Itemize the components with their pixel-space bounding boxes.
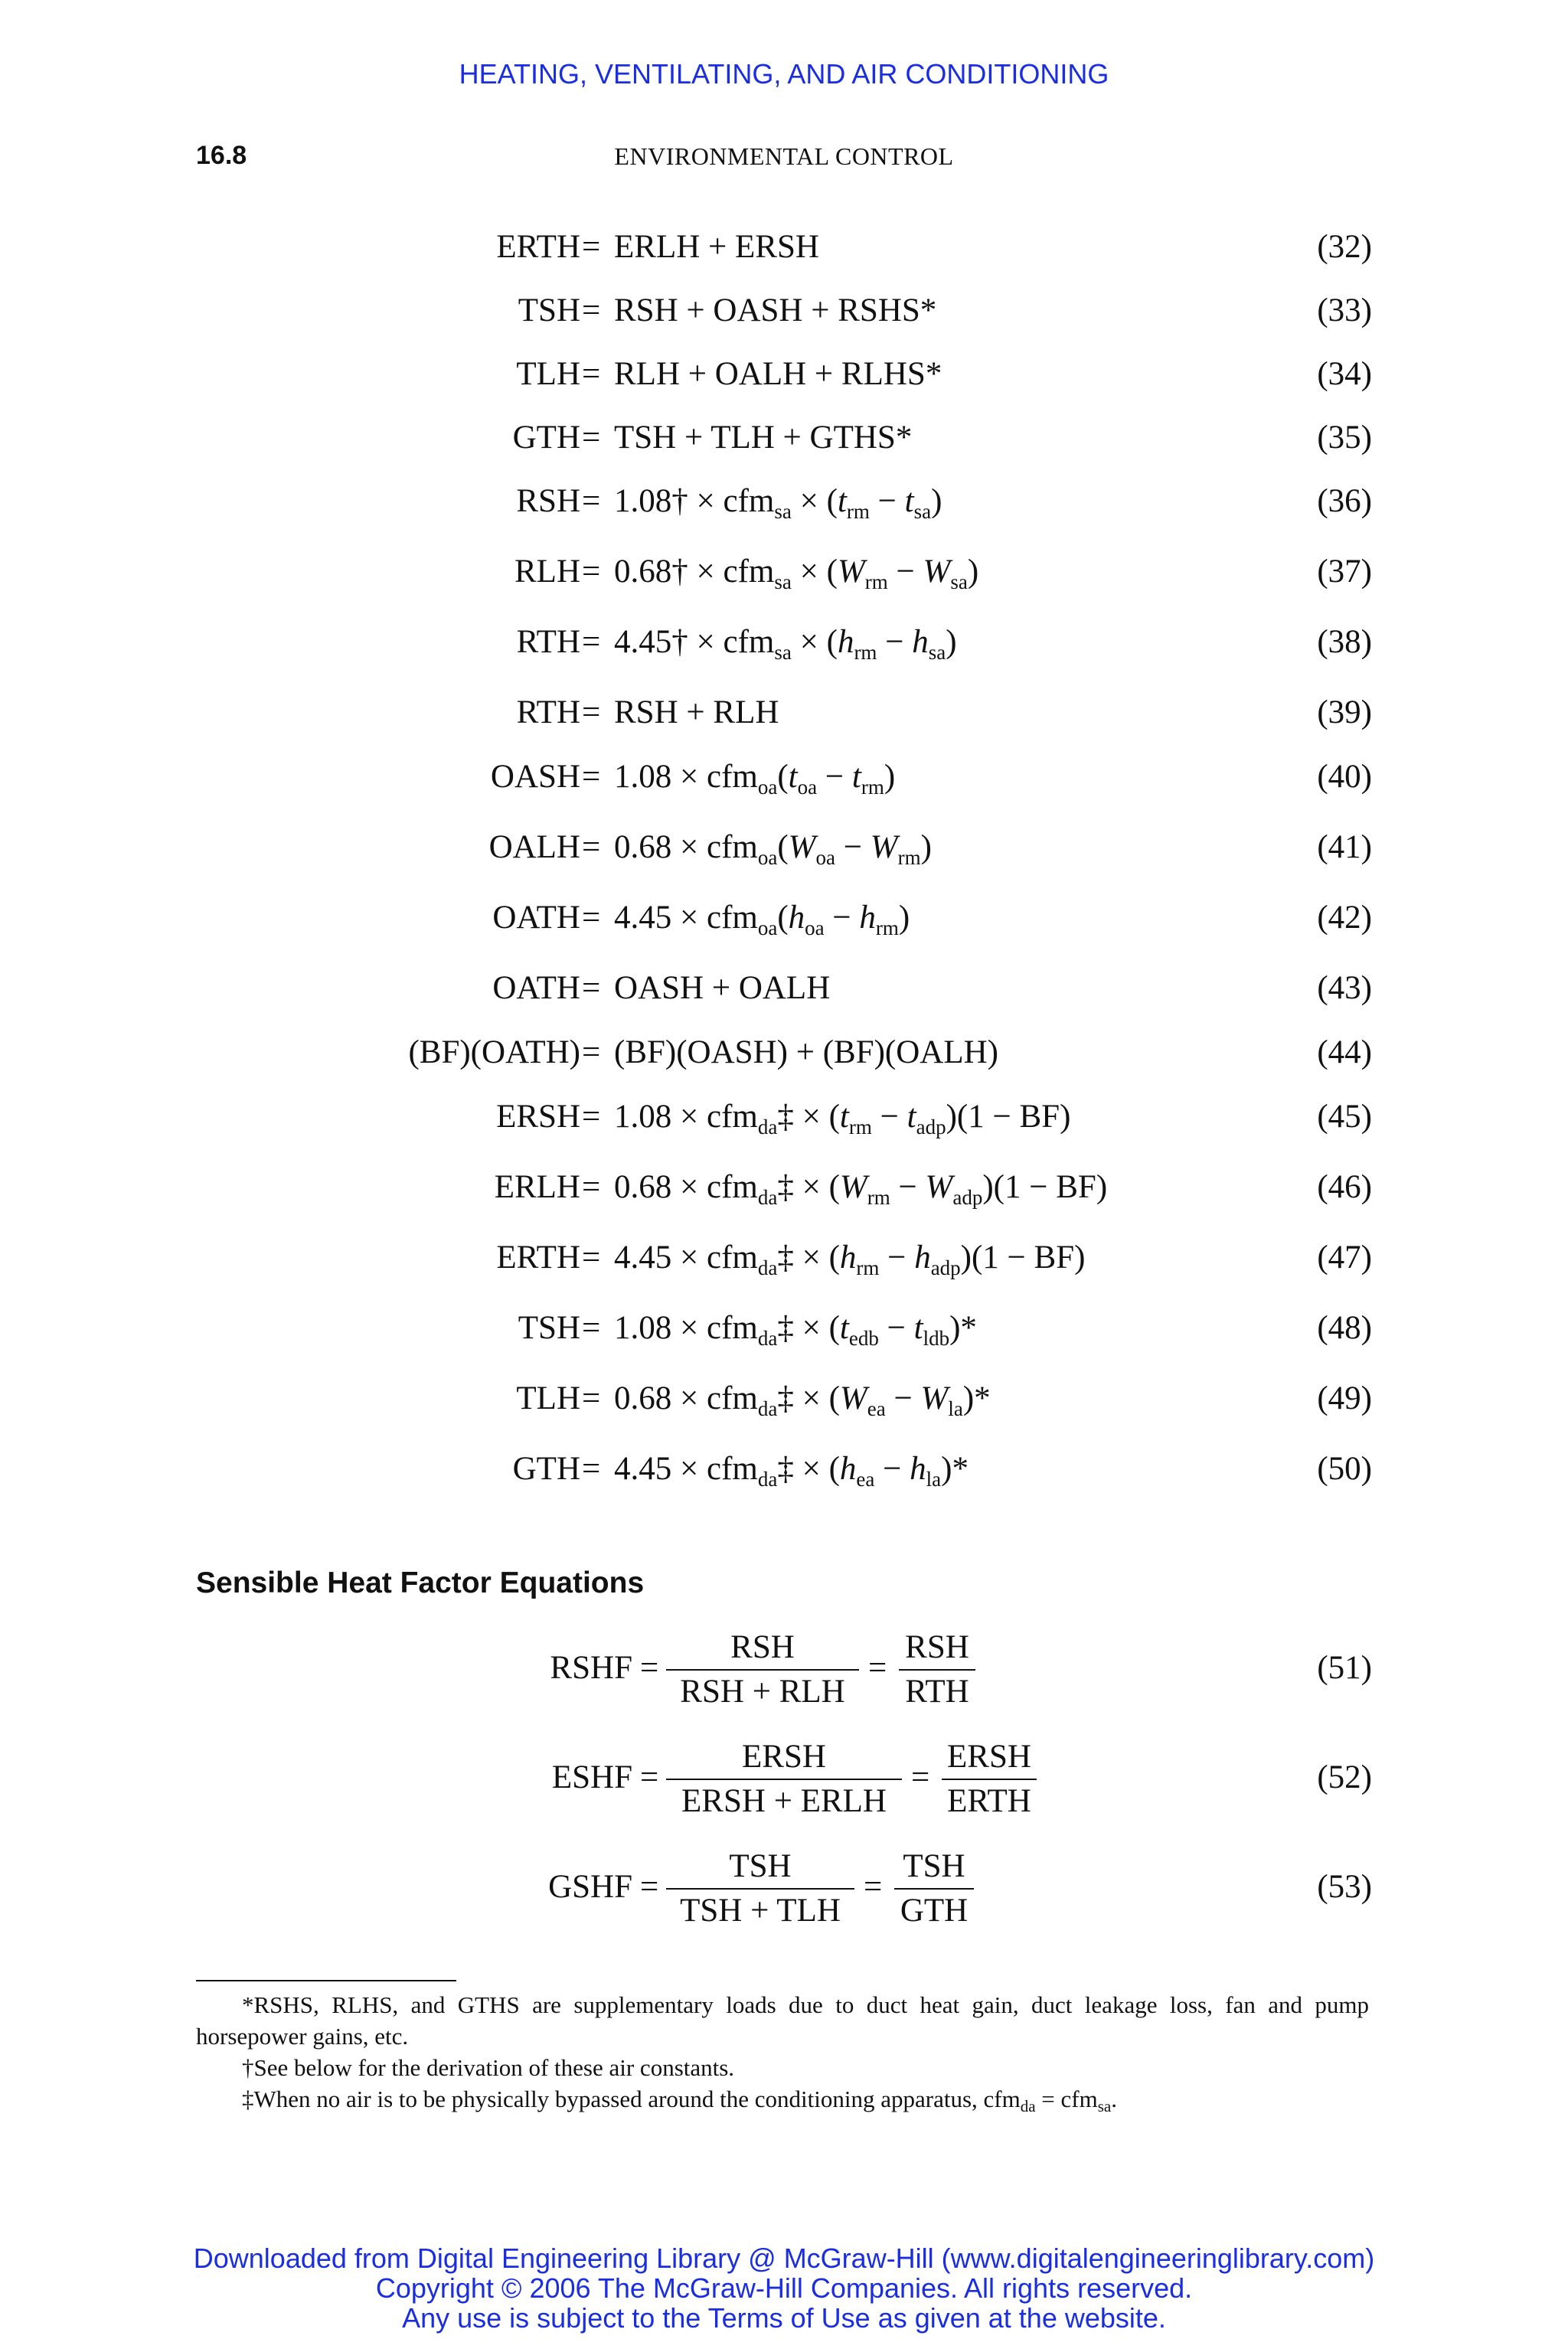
equals-sign: = — [582, 694, 601, 730]
equation-number: (36) — [1317, 483, 1372, 519]
equation-rhs: OASH + OALH — [614, 970, 831, 1006]
equation-lhs: TLH — [516, 1380, 580, 1416]
equation-lhs: (BF)(OATH) — [408, 1034, 580, 1070]
equation-number: (37) — [1317, 554, 1372, 590]
top-banner-link[interactable]: HEATING, VENTILATING, AND AIR CONDITIONING — [459, 58, 1109, 90]
equation-45 — [0, 1098, 1568, 1144]
bottom-banner — [0, 2243, 1568, 2333]
equation-lhs: ESHF — [551, 1759, 632, 1795]
copyright-link[interactable]: Copyright © 2006 The McGraw-Hill Companies. All rights reserved. — [375, 2272, 1193, 2304]
equation-rhs: TSH + TLH + GTHS* — [614, 420, 913, 456]
equation-rhs: 0.68 × cfm$_{da}$‡ × $(W_{ea} - W_{la})*$ — [614, 1380, 991, 1420]
equation-number: (34) — [1317, 356, 1372, 392]
equals-sign: = — [582, 759, 601, 795]
terms-of-use-link[interactable]: Any use is subject to the Terms of Use as given at the website. — [402, 2302, 1166, 2334]
equals-sign: = — [582, 970, 601, 1006]
equals-sign: = — [868, 1650, 887, 1686]
equals-sign: = — [582, 1451, 601, 1487]
equation-rhs: 4.45† × $cfm_{sa} \times (h_{rm} - h_{sa})$ — [614, 624, 957, 664]
equation-rhs: RLH + OALH + RLHS* — [614, 356, 942, 392]
running-head: ENVIRONMENTAL CONTROL — [614, 142, 954, 170]
page-number: 16.8 — [196, 141, 247, 170]
equation-number: (41) — [1317, 829, 1372, 865]
equals-sign: = — [582, 1099, 601, 1135]
equation-lhs: RSHF — [550, 1650, 632, 1686]
equation-33 — [0, 292, 1568, 338]
equation-number: (47) — [1317, 1240, 1372, 1276]
equation-number: (38) — [1317, 624, 1372, 660]
equation-rhs: $1.08 \times cfm_{oa}(t_{oa} - t_{rm})$ — [614, 759, 896, 799]
equation-34 — [0, 355, 1568, 401]
equation-rhs: (BF)(OASH) + (BF)(OALH) — [614, 1034, 998, 1070]
equation-lhs: TLH — [516, 356, 580, 392]
equals-sign: = — [582, 483, 601, 519]
equation-rhs: RSH + RLH — [614, 694, 779, 730]
equation-44 — [0, 1034, 1568, 1080]
equation-lhs: ERSH — [496, 1099, 580, 1135]
equation-39 — [0, 694, 1568, 740]
equation-number: (33) — [1317, 292, 1372, 328]
equation-lhs: OASH — [490, 759, 580, 795]
equation-lhs: RLH — [514, 554, 580, 590]
equals-sign: = — [582, 292, 601, 328]
equation-rhs: $4.45 \times cfm_{oa}(h_{oa} - h_{rm})$ — [614, 900, 910, 939]
equation-rhs: 4.45 × cfm$_{da}$‡ × $(h_{ea} - h_{la})*$ — [614, 1451, 969, 1491]
equals-sign: = — [640, 1650, 659, 1686]
equation-43 — [0, 969, 1568, 1015]
equation-rhs: $0.68 \times cfm_{oa}(W_{oa} - W_{rm})$ — [614, 829, 932, 869]
equation-lhs: ERLH — [494, 1169, 580, 1205]
equation-38 — [0, 623, 1568, 669]
equation-lhs: OALH — [488, 829, 580, 865]
equation-lhs: RTH — [516, 694, 580, 730]
equation-32 — [0, 228, 1568, 274]
equation-number: (35) — [1317, 420, 1372, 456]
equation-number: (50) — [1317, 1451, 1372, 1487]
equation-47 — [0, 1239, 1568, 1285]
equation-number: (45) — [1317, 1099, 1372, 1135]
equals-sign: = — [582, 420, 601, 456]
equation-number: (42) — [1317, 900, 1372, 936]
equation-rhs: 0.68† × $cfm_{sa} \times (W_{rm} - W_{sa})$ — [614, 554, 979, 593]
equals-sign: = — [640, 1869, 659, 1905]
fraction: RSH RSH + RLH — [666, 1626, 859, 1713]
fraction: TSH TSH + TLH — [666, 1845, 854, 1932]
equation-42 — [0, 899, 1568, 945]
equals-sign: = — [582, 1380, 601, 1416]
equation-48 — [0, 1309, 1568, 1355]
equation-lhs: GTH — [512, 1451, 580, 1487]
equation-number: (39) — [1317, 694, 1372, 730]
equation-number: (51) — [1317, 1650, 1372, 1686]
footnote-star: *RSHS, RLHS, and GTHS are supplementary loads due to duct heat gain, duct leakage loss, fan and pump horsepower gains, etc. — [196, 1991, 1369, 2050]
equation-51 — [0, 1626, 1568, 1718]
equals-sign: = — [582, 1240, 601, 1276]
footnote-rule — [196, 1980, 456, 1981]
equation-36 — [0, 482, 1568, 528]
equals-sign: = — [582, 229, 601, 265]
equation-37 — [0, 553, 1568, 599]
footnotes — [196, 1989, 1369, 2115]
equation-35 — [0, 419, 1568, 465]
equation-rhs: RSH + OASH + RSHS* — [614, 292, 937, 328]
equation-50 — [0, 1450, 1568, 1496]
equation-lhs: OATH — [492, 900, 580, 936]
equation-lhs: ERTH — [496, 1240, 580, 1276]
equation-rhs: 1.08 × cfm$_{da}$‡ × $(t_{edb} - t_{ldb})*$ — [614, 1310, 977, 1350]
equals-sign: = — [582, 1169, 601, 1205]
footnote-double-dagger: ‡When no air is to be physically bypassed around the conditioning apparatus, cfm$_{da}$ = cfm$_{sa}$. — [242, 2086, 1117, 2115]
equals-sign: = — [582, 829, 601, 865]
equals-sign: = — [582, 900, 601, 936]
footnote-dagger: †See below for the derivation of these air constants. — [242, 2054, 735, 2081]
fraction: ERSH ERSH + ERLH — [666, 1736, 902, 1823]
equation-rhs: ERLH + ERSH — [614, 229, 819, 265]
download-link[interactable]: Downloaded from Digital Engineering Library @ McGraw-Hill (www.digitalengineeringlibrary.com) — [193, 2243, 1375, 2274]
equation-46 — [0, 1168, 1568, 1214]
equation-rhs: 0.68 × cfm$_{da}$‡ × $(W_{rm} - W_{adp})(1 - BF)$ — [614, 1169, 1108, 1209]
equals-sign: = — [582, 1310, 601, 1346]
equation-lhs: RSH — [516, 483, 580, 519]
equation-41 — [0, 828, 1568, 874]
section-heading: Sensible Heat Factor Equations — [196, 1566, 645, 1599]
equation-40 — [0, 758, 1568, 804]
fraction: TSH GTH — [894, 1845, 974, 1932]
equation-number: (49) — [1317, 1380, 1372, 1416]
equals-sign: = — [582, 624, 601, 660]
equation-number: (52) — [1317, 1759, 1372, 1795]
equation-rhs: 4.45 × cfm$_{da}$‡ × $(h_{rm} - h_{adp})(1 - BF)$ — [614, 1240, 1086, 1279]
equals-sign: = — [582, 554, 601, 590]
equation-49 — [0, 1380, 1568, 1426]
equation-53 — [0, 1845, 1568, 1937]
equation-rhs: 1.08 × cfm$_{da}$‡ × $(t_{rm} - t_{adp})(1 - BF)$ — [614, 1099, 1071, 1138]
equation-lhs: ERTH — [496, 229, 580, 265]
fraction: ERSH ERTH — [942, 1736, 1037, 1823]
equals-sign: = — [582, 1034, 601, 1070]
equation-number: (46) — [1317, 1169, 1372, 1205]
equation-rhs: 1.08† × $cfm_{sa} \times (t_{rm} - t_{sa})$ — [614, 483, 942, 523]
equation-lhs: TSH — [518, 292, 580, 328]
equation-lhs: OATH — [492, 970, 580, 1006]
equation-number: (32) — [1317, 229, 1372, 265]
equation-lhs: TSH — [518, 1310, 580, 1346]
equals-sign: = — [582, 356, 601, 392]
equation-lhs: GSHF — [548, 1869, 632, 1905]
equals-sign: = — [640, 1759, 659, 1795]
equation-number: (48) — [1317, 1310, 1372, 1346]
equation-number: (44) — [1317, 1034, 1372, 1070]
equation-lhs: GTH — [512, 420, 580, 456]
equation-number: (53) — [1317, 1869, 1372, 1905]
equation-number: (40) — [1317, 759, 1372, 795]
equation-52 — [0, 1736, 1568, 1828]
equals-sign: = — [864, 1869, 883, 1905]
equals-sign: = — [911, 1759, 930, 1795]
equation-lhs: RTH — [516, 624, 580, 660]
equation-number: (43) — [1317, 970, 1372, 1006]
fraction: RSH RTH — [899, 1626, 975, 1713]
